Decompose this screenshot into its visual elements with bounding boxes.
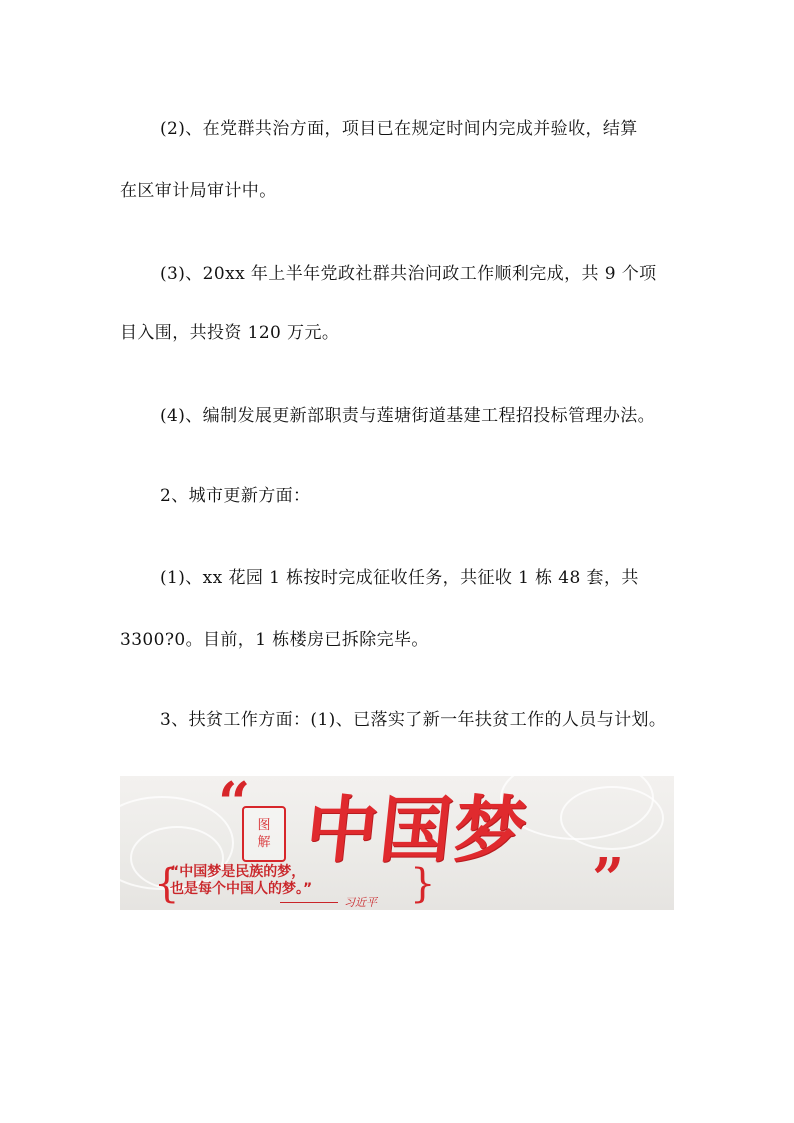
quote-text: [170, 864, 410, 898]
signature: 习近平: [344, 896, 377, 909]
cloud-decoration: [560, 786, 664, 850]
left-brace: {: [154, 861, 180, 907]
banner-title: 中国梦: [301, 788, 533, 872]
paragraph-line: 3、扶贫工作方面：(1)、已落实了新一年扶贫工作的人员与计划。: [160, 710, 667, 730]
paragraph-line: (1)、xx 花园 1 栋按时完成征收任务，共征收 1 栋 48 套，共: [160, 568, 639, 588]
seal-char: 图: [257, 818, 271, 833]
seal-char: 解: [257, 835, 271, 850]
paragraph-line: (4)、编制发展更新部职责与莲塘街道基建工程招投标管理办法。: [160, 406, 656, 426]
right-brace: }: [410, 861, 436, 907]
illustration-seal: [242, 806, 286, 862]
quote-line: “中国梦是民族的梦，: [170, 864, 306, 880]
paragraph-line: (3)、20xx 年上半年党政社群共治问政工作顺利完成，共 9 个项: [160, 264, 657, 284]
paragraph-line: 在区审计局审计中。: [120, 181, 277, 201]
signature-dash: [280, 902, 338, 903]
quote-line: 也是每个中国人的梦。”: [170, 881, 313, 897]
china-dream-banner-image: [120, 776, 674, 910]
section-heading: 2、城市更新方面：: [160, 486, 311, 506]
paragraph-line: 目入围，共投资 120 万元。: [120, 323, 340, 343]
close-quote-mark: ”: [592, 846, 625, 910]
open-quote-mark: “: [218, 776, 251, 836]
paragraph-line: 3300?0。目前，1 栋楼房已拆除完毕。: [120, 630, 429, 650]
paragraph-line: (2)、在党群共治方面，项目已在规定时间内完成并验收，结算: [160, 119, 638, 139]
